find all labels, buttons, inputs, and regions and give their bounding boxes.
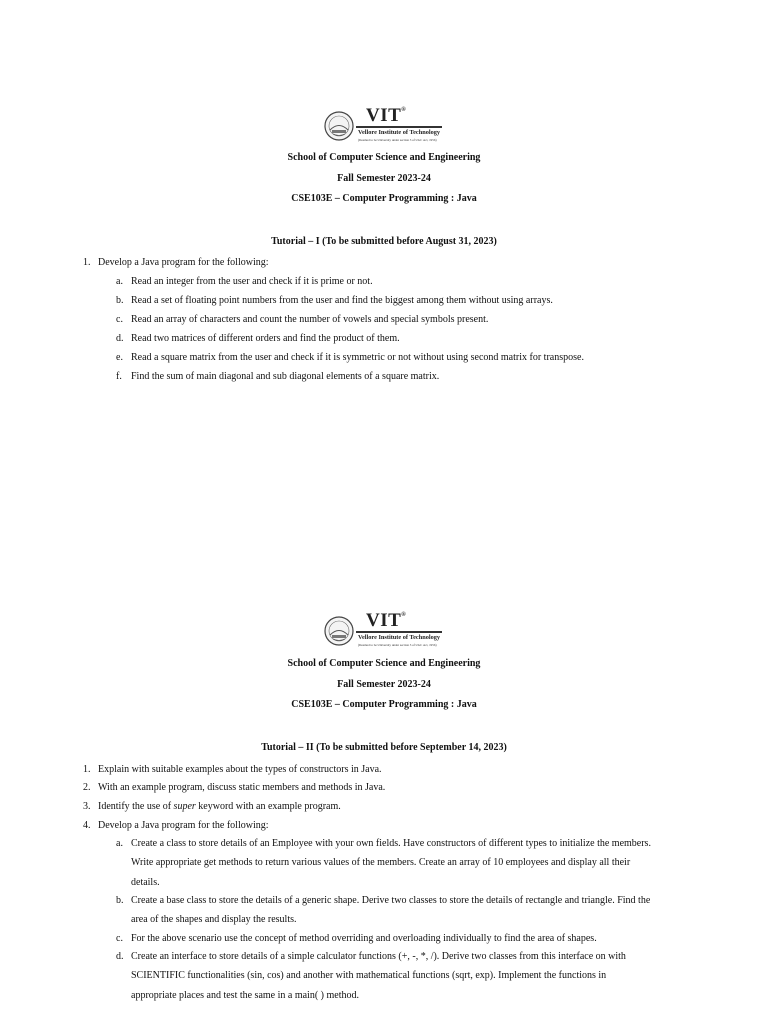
question-number: 3. — [83, 801, 91, 812]
subquestion-text: area of the shapes and display the results. — [131, 914, 297, 925]
subquestion-text: Create an interface to store details of a simple calculator functions (+, -, *, /). Derive two classes from this interface on with — [131, 951, 626, 962]
question-number: 1. — [83, 764, 91, 775]
logo-divider — [356, 631, 442, 633]
tutorial-title: Tutorial – I (To be submitted before August 31, 2023) — [271, 236, 497, 247]
vit-logo — [324, 610, 444, 650]
question-number: 2. — [83, 782, 91, 793]
question-number: 1. — [83, 257, 91, 268]
subquestion-label: a. — [116, 276, 123, 287]
course-heading: CSE103E – Computer Programming : Java — [291, 699, 477, 710]
question-text: With an example program, discuss static members and methods in Java. — [98, 782, 386, 793]
course-heading: CSE103E – Computer Programming : Java — [291, 193, 477, 204]
subquestion-text: Create a class to store details of an Employee with your own fields. Have constructors of different types to initialize the members. — [131, 838, 651, 849]
question-text: Identify the use of super keyword with an example program. — [98, 801, 341, 812]
subquestion-label: d. — [116, 333, 124, 344]
tutorial-title: Tutorial – II (To be submitted before September 14, 2023) — [261, 742, 507, 753]
logo-university-name: Vellore Institute of Technology — [358, 129, 441, 136]
university-seal-icon — [324, 111, 354, 141]
subquestion-label: c. — [116, 933, 123, 944]
question-text: Develop a Java program for the following: — [98, 257, 269, 268]
university-seal-icon — [324, 616, 354, 646]
logo-subtitle: (Deemed to be University under section 3 of UGC Act, 1956) — [358, 643, 437, 647]
subquestion-text: Read two matrices of different orders and find the product of them. — [131, 333, 400, 344]
subquestion-text: Read an array of characters and count the number of vowels and special symbols present. — [131, 314, 489, 325]
school-heading: School of Computer Science and Engineering — [287, 658, 481, 669]
semester-heading: Fall Semester 2023-24 — [337, 679, 431, 690]
logo-divider — [356, 126, 442, 128]
question-text: Develop a Java program for the following: — [98, 820, 269, 831]
super-keyword: super — [173, 801, 196, 812]
subquestion-label: f. — [116, 371, 122, 382]
subquestion-label: b. — [116, 895, 124, 906]
logo-text: VIT® — [366, 105, 407, 126]
subquestion-label: b. — [116, 295, 124, 306]
question-number: 4. — [83, 820, 91, 831]
question-text: Explain with suitable examples about the types of constructors in Java. — [98, 764, 382, 775]
subquestion-text: details. — [131, 877, 160, 888]
vit-logo — [324, 105, 444, 145]
subquestion-text: Write appropriate get methods to return various values of the members. Create an array of 10 employees and display all their — [131, 857, 631, 868]
logo-subtitle: (Deemed to be University under section 3 of UGC Act, 1956) — [358, 138, 437, 142]
subquestion-text: SCIENTIFIC functionalities (sin, cos) and another with mathematical functions (sqrt, exp). Implement the functions in — [131, 970, 607, 981]
subquestion-text: For the above scenario use the concept of method overriding and overloading individually to find the area of shapes. — [131, 933, 597, 944]
subquestion-text: Read a square matrix from the user and check if it is symmetric or not without using second matrix for transpose. — [131, 352, 584, 363]
logo-text: VIT® — [366, 610, 407, 631]
subquestion-text: Read a set of floating point numbers from the user and find the biggest among them without using arrays. — [131, 295, 553, 306]
subquestion-label: c. — [116, 314, 123, 325]
subquestion-label: e. — [116, 352, 123, 363]
subquestion-text: appropriate places and test the same in a main( ) method. — [131, 990, 359, 1001]
subquestion-text: Create a base class to store the details of a generic shape. Derive two classes to store the details of rectangle and triangle. Find the — [131, 895, 651, 906]
school-heading: School of Computer Science and Engineering — [287, 152, 481, 163]
semester-heading: Fall Semester 2023-24 — [337, 173, 431, 184]
subquestion-text: Read an integer from the user and check if it is prime or not. — [131, 276, 373, 287]
subquestion-text: Find the sum of main diagonal and sub diagonal elements of a square matrix. — [131, 371, 440, 382]
subquestion-label: a. — [116, 838, 123, 849]
subquestion-label: d. — [116, 951, 124, 962]
logo-university-name: Vellore Institute of Technology — [358, 634, 441, 641]
